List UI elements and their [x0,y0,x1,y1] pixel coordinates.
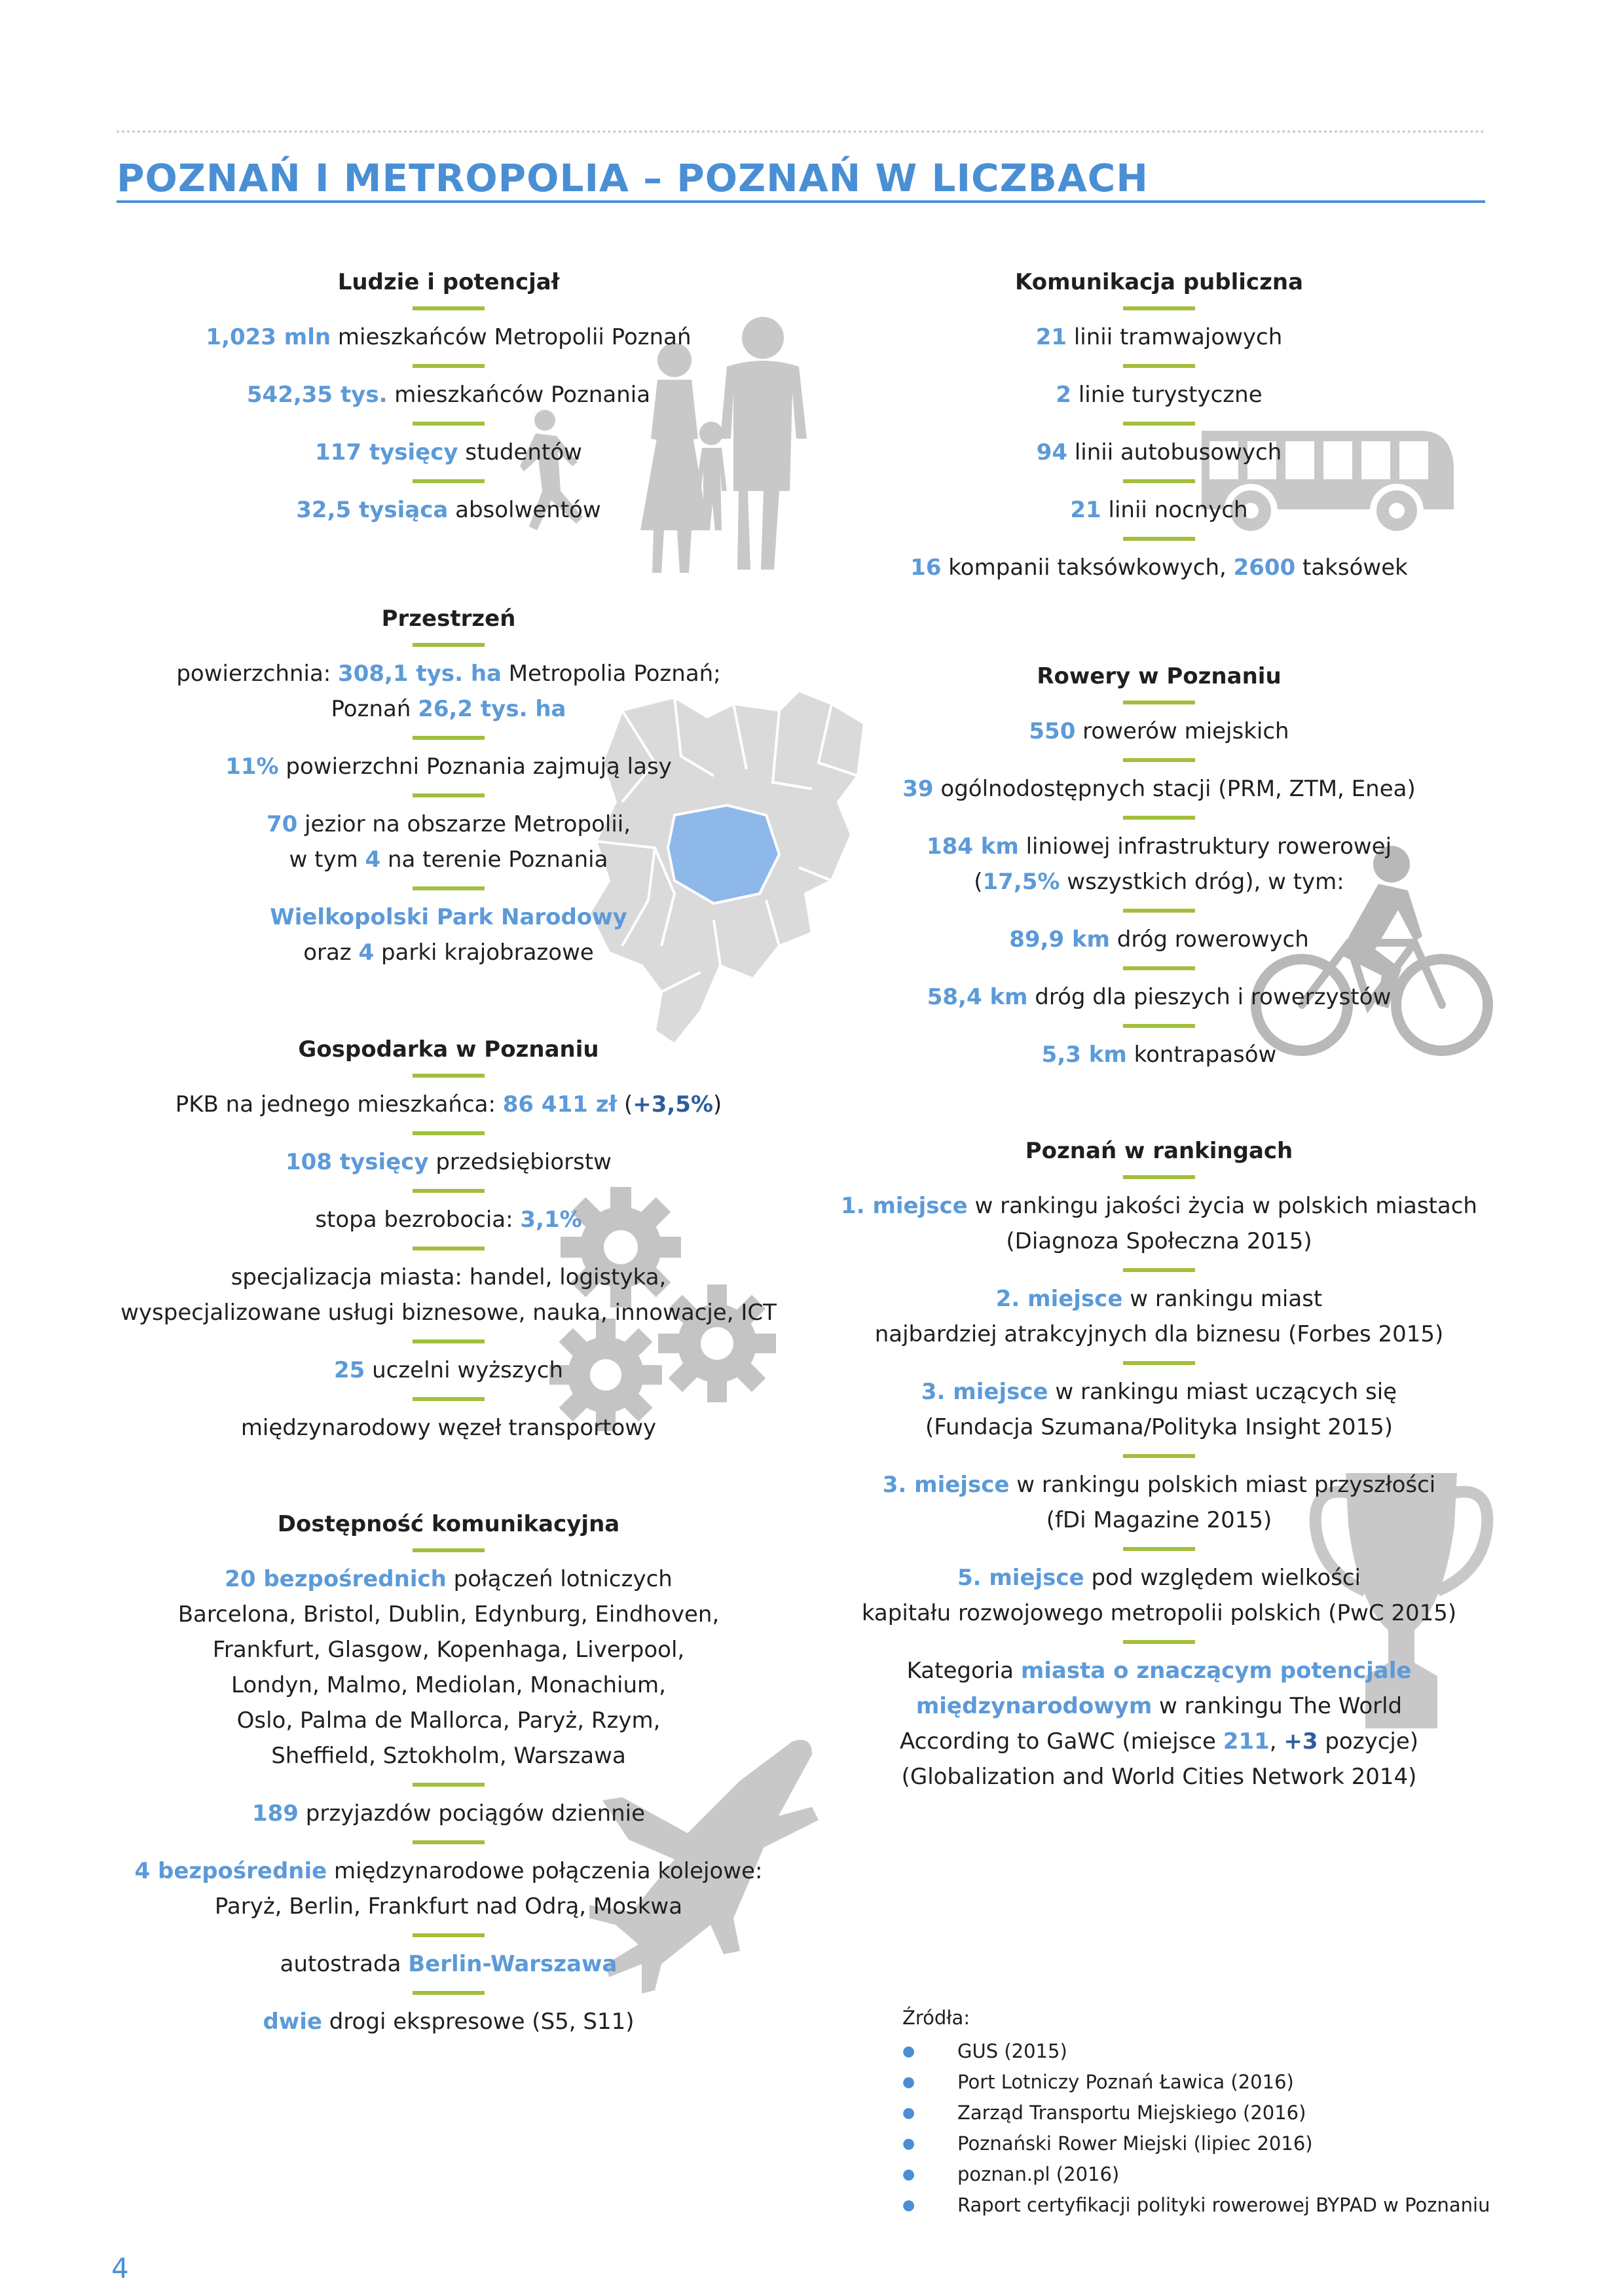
bullet-icon: ● [902,2074,915,2090]
section-ludzie [105,267,792,528]
separator [1123,479,1195,483]
bullet-icon: ● [902,2197,915,2214]
separator [413,1339,485,1343]
separator [413,1840,485,1844]
separator [1123,816,1195,820]
list-item: ● Zarząd Transportu Miejskiego (2016) [902,2098,1492,2128]
bullet-icon: ● [902,2166,915,2183]
separator [1123,1547,1195,1551]
separator [413,1783,485,1787]
stat-gdp: PKB na jednego mieszkańca: 86 411 zł (+3,5%) [175,1091,722,1118]
list-item: ● GUS (2015) [902,2036,1492,2067]
section-title-rankingi: Poznań w rankingach [1025,1138,1293,1164]
separator [1123,1361,1195,1365]
stat-bike-stations: 39 ogólnodostępnych stacji (PRM, ZTM, Enea) [902,776,1416,802]
separator [413,1548,485,1552]
section-title-dostepnosc: Dostępność komunikacyjna [277,1511,620,1537]
list-item: ● Poznański Rower Miejski (lipiec 2016) [902,2128,1492,2159]
stat-companies: 108 tysięcy przedsiębiorstw [286,1149,612,1175]
ranking-item: 3. miejsce w rankingu miast uczących się (Fundacja Szumana/Polityka Insight 2015) [921,1379,1397,1440]
list-item: ● Raport certyfikacji polityki rowerowej BYPAD w Poznaniu [902,2190,1492,2221]
separator [1123,306,1195,310]
separator [1123,758,1195,762]
stat-tourist-lines: 2 linie turystyczne [1056,382,1263,408]
separator [1123,1024,1195,1028]
sources-list [902,2003,1492,2221]
separator [413,422,485,426]
title-underline [117,200,1485,203]
separator [413,736,485,740]
section-title-ludzie: Ludzie i potencjał [337,269,560,295]
section-przestrzen [105,604,792,970]
sources-title: Źródła: [902,2007,970,2029]
separator [413,479,485,483]
separator [413,1131,485,1135]
section-title-gospodarka: Gospodarka w Poznaniu [298,1036,599,1063]
stat-flights: 20 bezpośrednich połączeń lotniczych Barcelona, Bristol, Dublin, Edynburg, Eindhoven, Frankfurt, Glasgow, Kopenhaga, Liverpool, Londyn, Malmo, Mediolan, Monachium, Oslo, Palma de Mallorca, Paryż, Rzym, Sheffield, Sztokholm, Warszawa [177,1566,720,1769]
stat-universities: 25 uczelni wyższych [333,1357,564,1383]
stat-unemployment: stopa bezrobocia: 3,1% [315,1207,582,1233]
separator [413,643,485,647]
separator [413,1397,485,1401]
stat-rail-connections: 4 bezpośrednie międzynarodowe połączenia kolejowe: Paryż, Berlin, Frankfurt nad Odrą, Moskwa [134,1858,763,1920]
stat-graduates: 32,5 tysiąca absolwentów [296,497,601,523]
bullet-icon: ● [902,2105,915,2121]
page-title: POZNAŃ I METROPOLIA – POZNAŃ W LICZBACH [117,156,1149,200]
separator [1123,909,1195,913]
stat-lakes: 70 jezior na obszarze Metropolii, w tym 4 na terenie Poznania [266,811,631,873]
stat-shared-paths: 58,4 km dróg dla pieszych i rowerzystów [927,984,1392,1010]
bullet-icon: ● [902,2043,915,2060]
section-dostepnosc [105,1509,792,2039]
section-komunikacja [822,267,1496,585]
separator [1123,1268,1195,1272]
page-number: 4 [111,2252,129,2284]
section-title-przestrzen: Przestrzeń [381,606,516,632]
stat-area: powierzchnia: 308,1 tys. ha Metropolia Poznań; Poznań 26,2 tys. ha [176,661,721,722]
ranking-item: 3. miejsce w rankingu polskich miast przyszłości (fDi Magazine 2015) [882,1472,1436,1533]
stat-students: 117 tysięcy studentów [315,439,582,465]
list-item: ● Port Lotniczy Poznań Ławica (2016) [902,2067,1492,2098]
stat-bike-infrastructure: 184 km liniowej infrastruktury rowerowej (17,5% wszystkich dróg), w tym: [926,833,1392,895]
stat-bus-lines: 94 linii autobusowych [1036,439,1282,465]
separator [1123,1175,1195,1179]
section-gospodarka [105,1034,792,1446]
separator [1123,1640,1195,1644]
separator [1123,701,1195,704]
separator [413,306,485,310]
separator [413,364,485,368]
stat-expressways: dwie drogi ekspresowe (S5, S11) [263,2009,635,2035]
separator [1123,1454,1195,1458]
stat-parks: Wielkopolski Park Narodowy oraz 4 parki krajobrazowe [270,904,627,966]
stat-transport-hub: międzynarodowy węzeł transportowy [240,1415,657,1441]
stat-tram-lines: 21 linii tramwajowych [1035,324,1283,350]
separator [413,793,485,797]
separator [1123,364,1195,368]
separator [413,1189,485,1193]
separator [413,1933,485,1937]
stat-taxis: 16 kompanii taksówkowych, 2600 taksówek [910,555,1408,581]
stat-night-lines: 21 linii nocnych [1070,497,1248,523]
separator [1123,966,1195,970]
section-title-rowery: Rowery w Poznaniu [1037,663,1282,689]
separator [1123,422,1195,426]
separator [1123,537,1195,541]
stat-city-population: 542,35 tys. mieszkańców Poznania [246,382,651,408]
list-item: ● poznan.pl (2016) [902,2159,1492,2190]
separator [413,1074,485,1078]
bullet-icon: ● [902,2136,915,2152]
ranking-item: Kategoria miasta o znaczącym potencjale międzynarodowym w rankingu The World According to GaWC (miejsce 211, +3 pozycje) (Globalization and World Cities Network 2014) [899,1658,1419,1790]
separator [413,1247,485,1250]
stat-trains: 189 przyjazdów pociągów dziennie [251,1800,646,1827]
stat-metropolis-population: 1,023 mln mieszkańców Metropolii Poznań [206,324,692,350]
stat-city-bikes: 550 rowerów miejskich [1029,718,1289,744]
top-dotted-rule [117,130,1485,133]
ranking-item: 5. miejsce pod względem wielkości kapitału rozwojowego metropolii polskich (PwC 2015) [861,1565,1457,1626]
separator [413,886,485,890]
stat-specialization: specjalizacja miasta: handel, logistyka, wyspecjalizowane usługi biznesowe, nauka, innowacje, ICT [120,1264,777,1326]
section-rowery [822,661,1496,1072]
stat-forests: 11% powierzchni Poznania zajmują lasy [225,754,672,780]
section-rankingi [822,1136,1496,1795]
stat-contraflow: 5,3 km kontrapasów [1041,1042,1277,1068]
section-title-komunikacja: Komunikacja publiczna [1014,269,1304,295]
ranking-item: 1. miejsce w rankingu jakości życia w polskich miastach (Diagnoza Społeczna 2015) [841,1193,1477,1254]
separator [413,1991,485,1995]
stat-bike-paths: 89,9 km dróg rowerowych [1009,926,1309,953]
stat-highway: autostrada Berlin-Warszawa [280,1951,618,1977]
ranking-item: 2. miejsce w rankingu miast najbardziej atrakcyjnych dla biznesu (Forbes 2015) [874,1286,1444,1347]
